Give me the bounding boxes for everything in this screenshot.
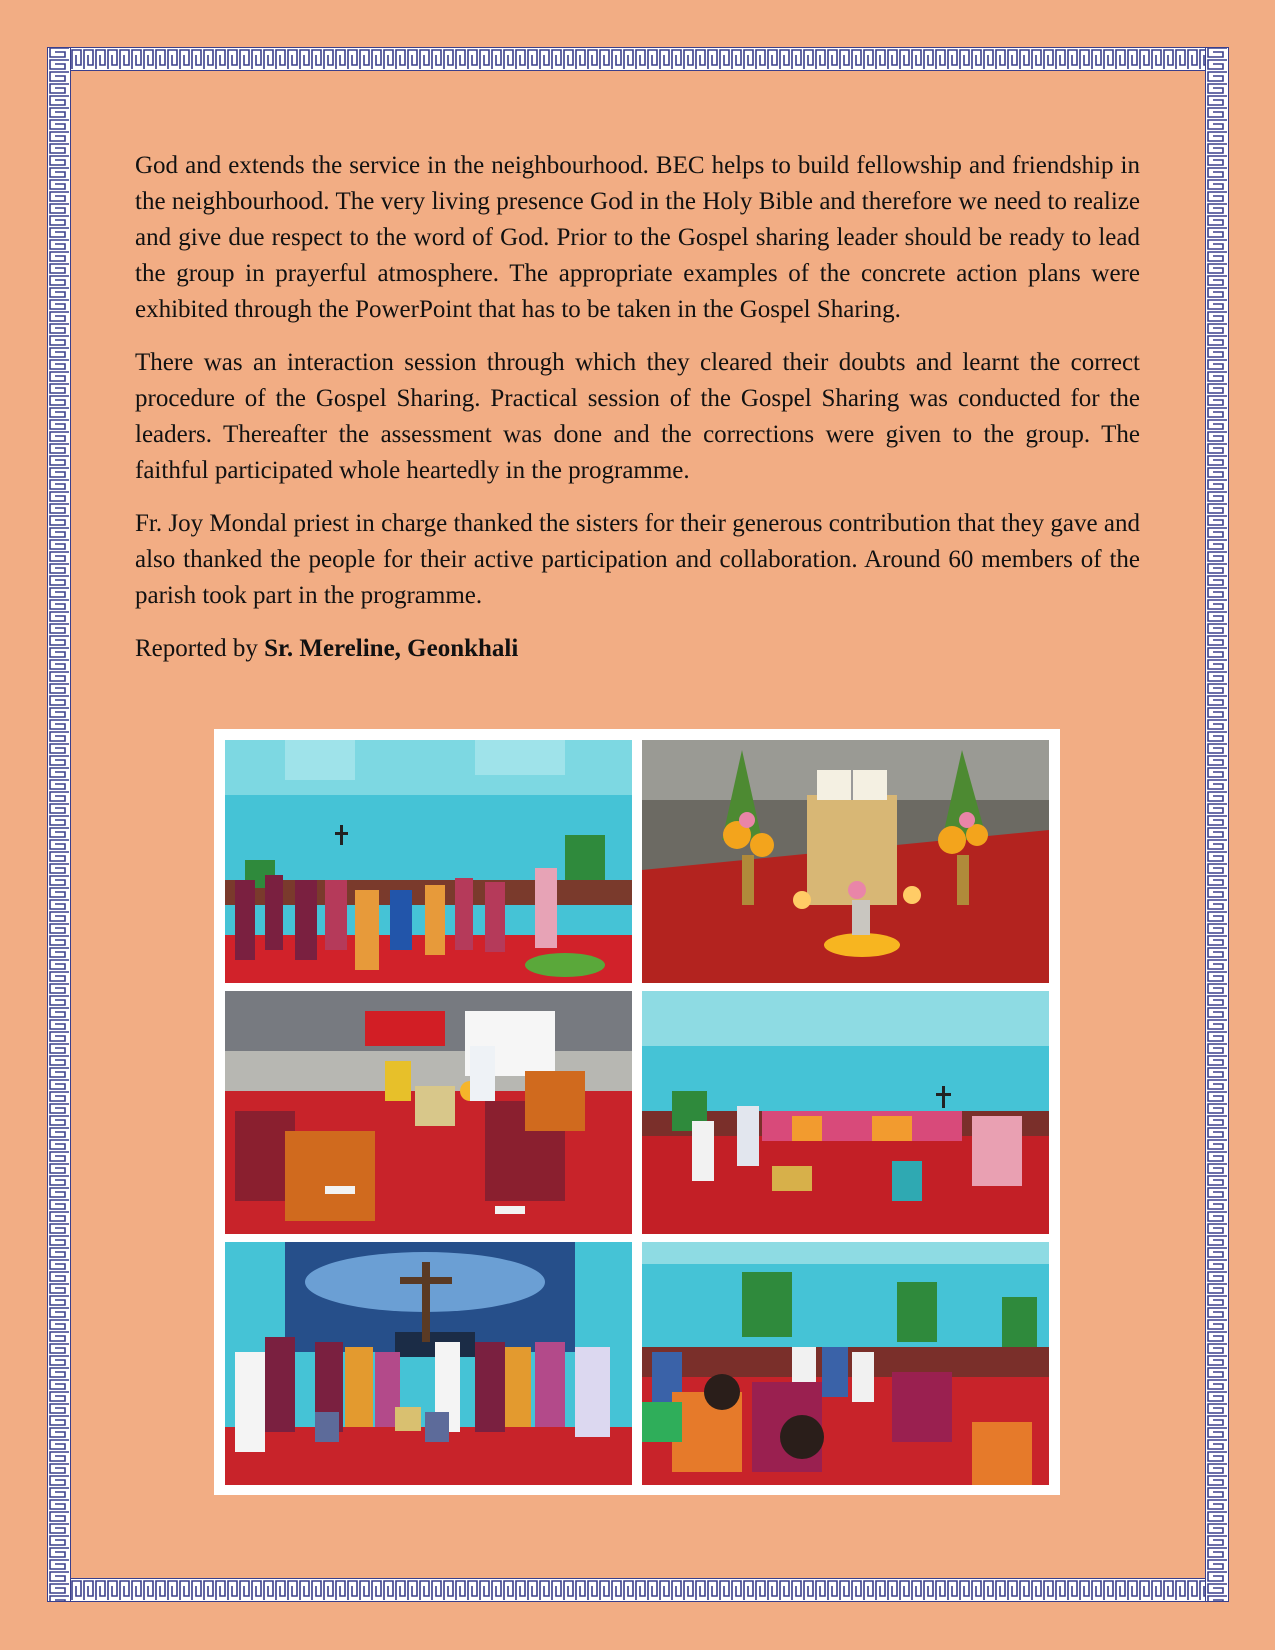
photo-parish-hall — [642, 991, 1049, 1234]
photo-seated-participants — [642, 1242, 1049, 1485]
greek-key-border-top — [47, 47, 1229, 71]
reporter-name: Sr. Mereline, Geonkhali — [264, 635, 519, 662]
article-body — [135, 148, 1140, 667]
article-paragraph: Fr. Joy Mondal priest in charge thanked the sisters for their generous contribution that they gave and also thanked the people for their active participation and collaboration. Around 60 members of the parish took part in the programme. — [135, 510, 1140, 609]
photo-collage — [214, 729, 1060, 1495]
article-paragraph: God and extends the service in the neighbourhood. BEC helps to build fellowship and friendship in the neighbourhood. The very living presence God in the Holy Bible and therefore we need to realize and give due respect to the word of God. Prior to the Gospel sharing leader should be ready to lead the group in prayerful atmosphere. The appropriate examples of the concrete action plans were exhibited through the PowerPoint that has to be taken in the Gospel Sharing. — [135, 152, 1140, 323]
reporter-prefix: Reported by — [135, 635, 265, 662]
greek-key-border-left — [47, 47, 71, 1602]
photo-seated-around-altar — [225, 991, 632, 1234]
reporter-credit — [135, 631, 1140, 667]
article-paragraph: There was an interaction session through which they cleared their doubts and learnt the correct procedure of the Gospel Sharing. Practical session of the Gospel Sharing was conducted for the leaders. Thereafter the assessment was done and the corrections were given to the group. The faithful participated whole heartedly in the programme. — [135, 349, 1140, 484]
greek-key-border-right — [1205, 47, 1229, 1602]
photo-hall-procession — [225, 740, 632, 983]
photo-bible-altar — [642, 740, 1049, 983]
greek-key-border-bottom — [47, 1578, 1229, 1602]
photo-group-crucifix — [225, 1242, 632, 1485]
